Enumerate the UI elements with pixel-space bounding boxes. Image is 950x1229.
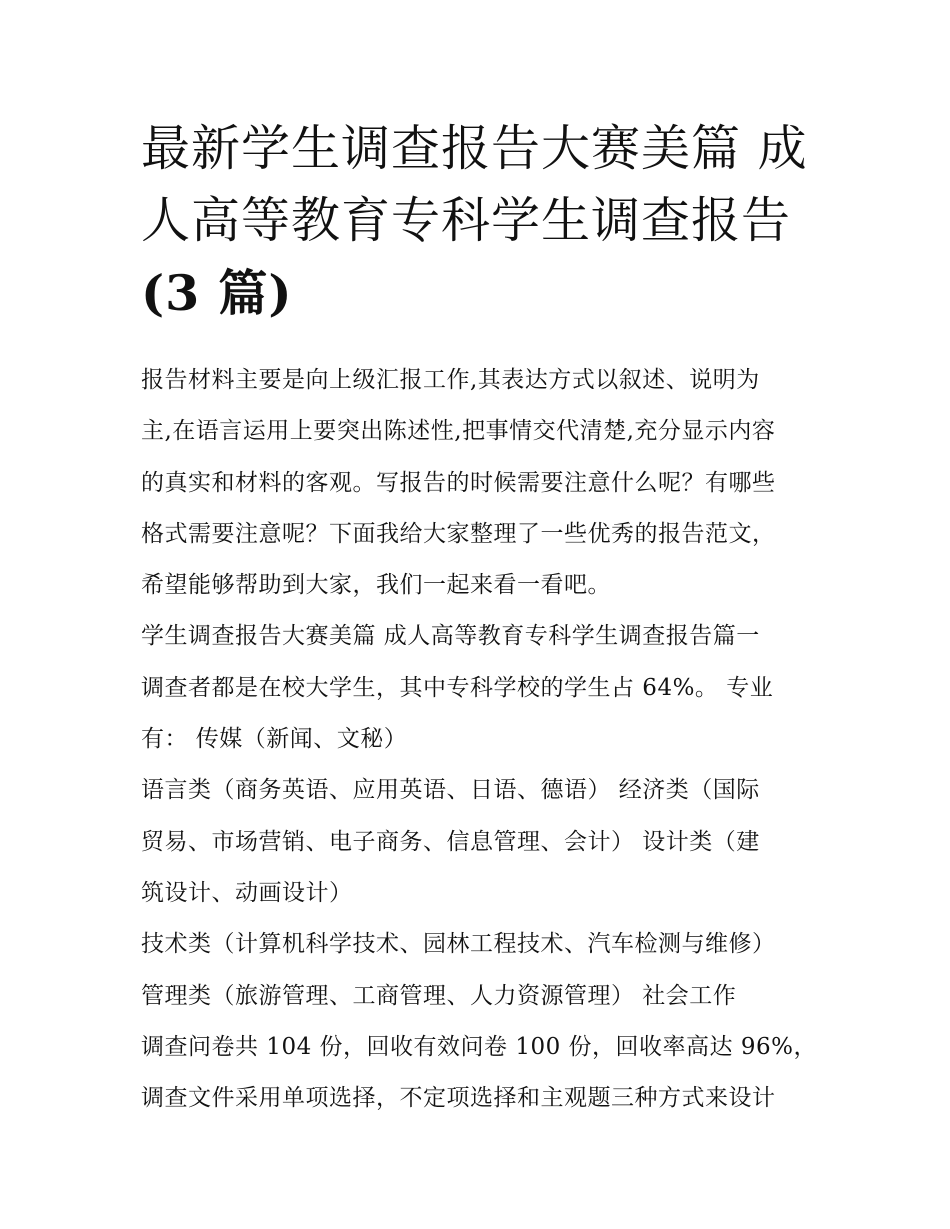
body-line: 技术类（计算机科学技术、园林工程技术、汽车检测与维修） [141, 931, 776, 958]
document-title [141, 113, 821, 329]
body-line: 希望能够帮助到大家，我们一起来看一看吧。 [141, 572, 611, 599]
title-line-2: 人高等教育专科学生调查报告 [141, 192, 792, 249]
title-line-1: 最新学生调查报告大赛美篇 成 [141, 120, 808, 177]
body-line: 格式需要注意呢？下面我给大家整理了一些优秀的报告范文， [141, 520, 776, 547]
body-line: 的真实和材料的客观。写报告的时候需要注意什么呢？有哪些 [141, 469, 776, 496]
body-line: 调查文件采用单项选择，不定项选择和主观题三种方式来设计 [141, 1085, 776, 1112]
body-line: 调查问卷共 104 份，回收有效问卷 100 份，回收率高达 96%， [141, 1033, 817, 1060]
body-line: 贸易、市场营销、电子商务、信息管理、会计） 设计类（建 [141, 828, 760, 855]
body-line: 筑设计、动画设计） [141, 879, 353, 906]
title-line-3: (3 篇) [141, 264, 293, 322]
body-line: 有： 传媒（新闻、文秘） [141, 726, 408, 753]
body-line: 报告材料主要是向上级汇报工作,其表达方式以叙述、说明为 [141, 367, 760, 393]
section-heading-line: 学生调查报告大赛美篇 成人高等教育专科学生调查报告篇一 [141, 623, 760, 650]
body-line: 语言类（商务英语、应用英语、日语、德语） 经济类（国际 [141, 777, 760, 804]
body-line: 管理类（旅游管理、工商管理、人力资源管理） 社会工作 [141, 982, 737, 1009]
body-line: 调查者都是在校大学生，其中专科学校的学生占 64%。 专业 [141, 674, 774, 701]
body-line: 主,在语言运用上要突出陈述性,把事情交代清楚,充分显示内容 [141, 418, 776, 445]
document-body [141, 355, 821, 1124]
